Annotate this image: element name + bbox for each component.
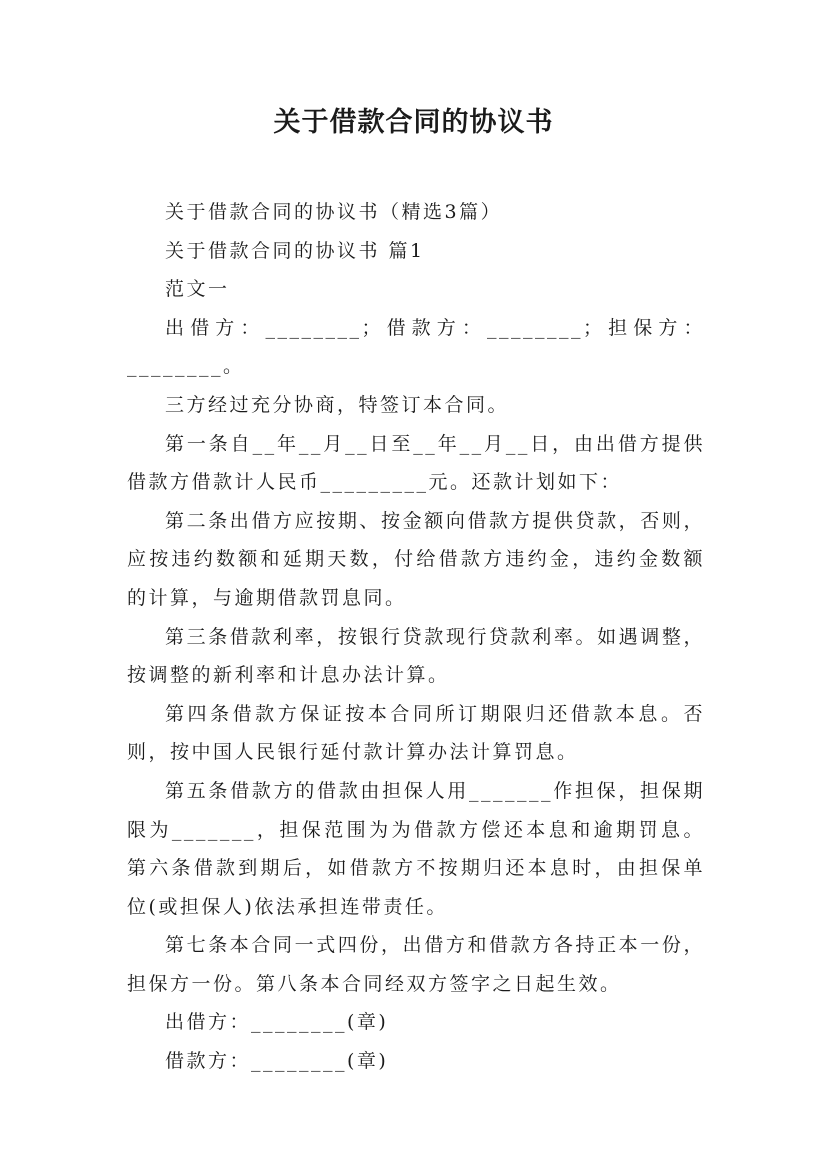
paragraph-subtitle: 关于借款合同的协议书（精选3篇） [165,201,503,223]
document-title: 关于借款合同的协议书 [273,107,554,138]
paragraph-article-3: 第三条借款利率，按银行贷款现行贷款利率。如遇调整，按调整的新利率和计息办法计算。 [127,625,705,687]
paragraph-article-5-6: 第五条借款方的借款由担保人用_______作担保，担保期限为_______，担保范围为为借款方偿还本息和逾期罚息。第六条借款到期后，如借款方不按期归还本息时，由担保单位(或担保人)依法承担连带责任。 [127,779,705,918]
signature-borrower: 借款方：________(章) [165,1050,389,1073]
paragraph-article-7-8: 第七条本合同一式四份，出借方和借款方各持正本一份，担保方一份。第八条本合同经双方签字之日起生效。 [127,934,705,995]
paragraph-article-2: 第二条出借方应按期、按金额向借款方提供贷款，否则，应按违约数额和延期天数，付给借款方违约金，违约金数额的计算，与逾期借款罚息同。 [127,509,705,609]
signature-lender: 出借方：________(章) [165,1011,389,1034]
paragraph-parties: 出借方：________；借款方：________；担保方：________。 [127,316,705,378]
paragraph-sample-label: 范文一 [165,278,230,301]
paragraph-agreement: 三方经过充分协商，特签订本合同。 [165,393,510,416]
paragraph-article-1: 第一条自__年__月__日至__年__月__日，由出借方提供借款方借款计人民币_________元。还款计划如下： [127,432,705,494]
paragraph-section-heading: 关于借款合同的协议书 篇1 [165,239,425,262]
paragraph-article-4: 第四条借款方保证按本合同所订期限归还借款本息。否则，按中国人民银行延付款计算办法计算罚息。 [127,702,705,764]
document-body [127,193,705,1081]
